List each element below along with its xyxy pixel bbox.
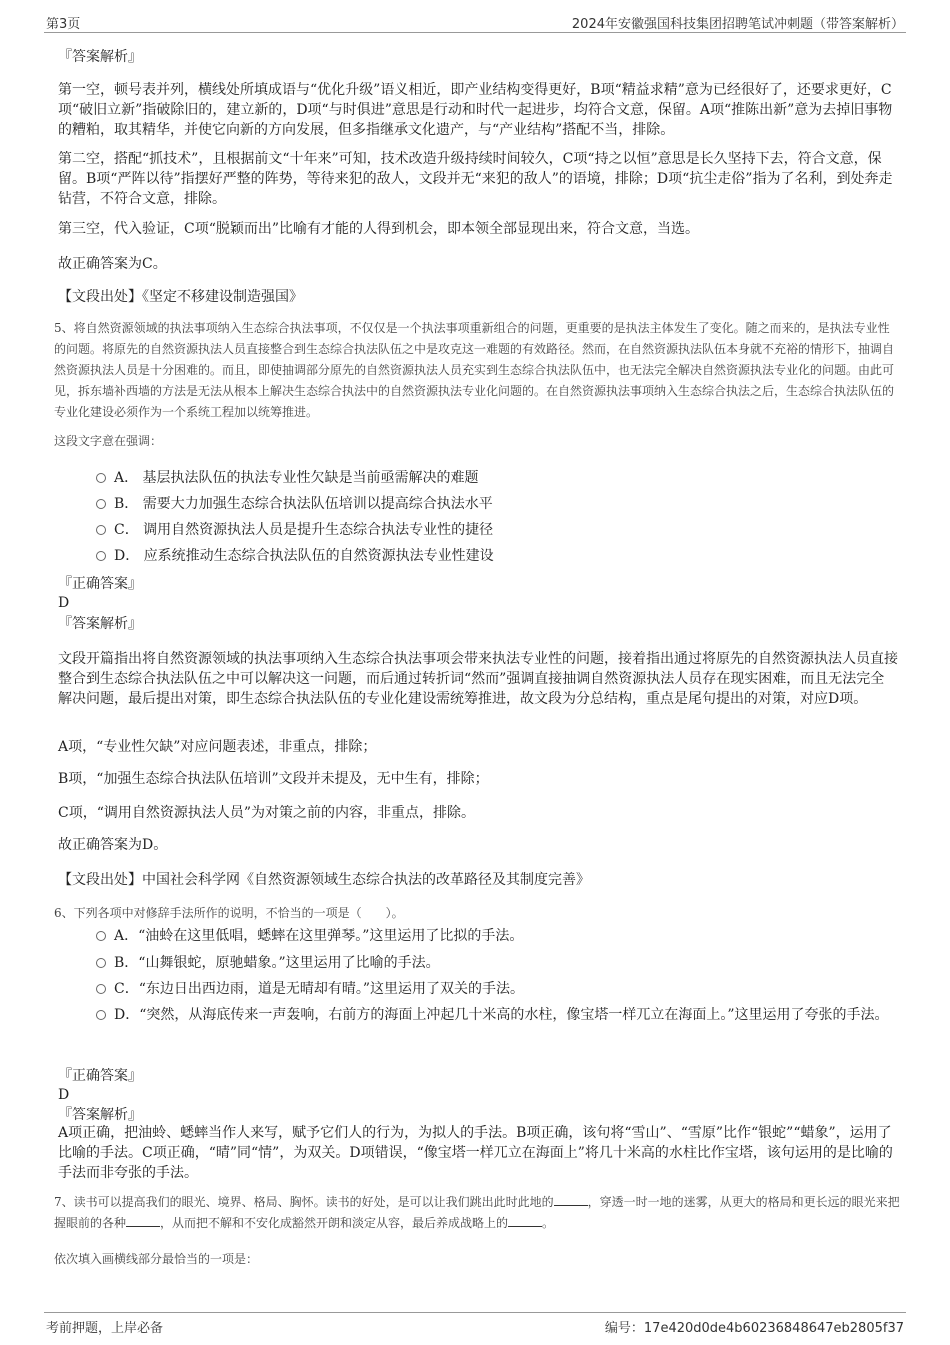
q6-answer: D xyxy=(58,1087,70,1103)
q6-option-a[interactable] xyxy=(96,925,896,947)
radio-button-icon[interactable] xyxy=(96,499,106,509)
document-title: 2024年安徽强国科技集团招聘笔试冲刺题（带答案解析） xyxy=(571,17,904,32)
radio-button-icon[interactable] xyxy=(96,473,106,483)
q6-analysis-tag: 『答案解析』 xyxy=(58,1107,142,1123)
q7-stem-part-3: ，从而把不解和不安化成豁然开朗和淡定从容，最后养成战略上的 xyxy=(160,1216,509,1230)
q4-analysis-p1: 第一空，顿号表并列，横线处所填成语与“优化升级”语义相近，即产业结构变得更好，B项“精益求精”意为已经很好了，还要求更好，C项“破旧立新”指破除旧的，建立新的，D项“与时俱进”意思是行动和时代一起进步，均符合文意，保留。A项“推陈出新”意为去掉旧事物的糟粕，取其精华，并使它向新的方向发展，但多指继承文化遗产，与“产业结构”搭配不当，排除。 xyxy=(58,82,893,138)
document-id: 编号：17e420d0de4b60236848647eb2805f37 xyxy=(604,1321,904,1336)
q5-prompt: 这段文字意在强调： xyxy=(54,434,163,448)
q7-prompt: 依次填入画横线部分最恰当的一项是： xyxy=(54,1252,259,1266)
q6-stem: 6、下列各项中对修辞手法所作的说明，不恰当的一项是（ ）。 xyxy=(54,906,404,920)
q5-stem: 5、将自然资源领域的执法事项纳入生态综合执法事项，不仅仅是一个执法事项重新组合的问题，更重要的是执法主体发生了变化。随之而来的，是执法专业性的问题。将原先的自然资源执法人员直接整合到生态综合执法队伍之中是攻克这一难题的有效路径。然而，在自然资源执法队伍本身就不充裕的情形下，抽调自然资源执法人员是十分困难的。而且，即使抽调部分原先的自然资源执法人员充实到生态综合执法队伍中，也无法完全解决自然资源执法专业化的问题。由此可见，拆东墙补西墙的方法是无法从根本上解决生态综合执法中的自然资源执法专业化问题的。在自然资源执法事项纳入生态综合执法之后，生态综合执法队伍的专业化建设必须作为一个系统工程加以统筹推进。 xyxy=(54,321,895,419)
radio-button-icon[interactable] xyxy=(96,958,106,968)
q6-option-b[interactable] xyxy=(96,952,896,974)
q6-answer-tag: 『正确答案』 xyxy=(58,1068,142,1084)
radio-button-icon[interactable] xyxy=(96,525,106,535)
q5-analysis-p3: B项，“加强生态综合执法队伍培训”文段并未提及，无中生有，排除； xyxy=(58,771,489,787)
blank-3 xyxy=(508,1214,542,1227)
q7-stem-part-4: 。 xyxy=(542,1216,555,1230)
q5-option-b[interactable] xyxy=(96,493,896,515)
q5-conclusion: 故正确答案为D。 xyxy=(58,837,168,853)
option-text: C． 调用自然资源执法人员是提升生态综合执法专业性的捷径 xyxy=(114,522,494,538)
q5-analysis-p1: 文段开篇指出将自然资源领域的执法事项纳入生态综合执法事项会带来执法专业性的问题，接着指出通过将原先的自然资源执法人员直接整合到生态综合执法队伍之中可以解决这一问题，而后通过转折词“然而”强调直接抽调自然资源执法人员存在现实困难，而且无法完全解决问题，最后提出对策，即生态综合执法队伍的专业化建设需统筹推进，故文段为分总结构，重点是尾句提出的对策，对应D项。 xyxy=(58,651,898,707)
option-text: C．“东边日出西边雨，道是无晴却有晴。”这里运用了双关的手法。 xyxy=(114,981,525,997)
q6-analysis: A项正确，把油蛉、蟋蟀当作人来写，赋予它们人的行为，为拟人的手法。B项正确，该句将“雪山”、“雪原”比作“银蛇”“蜡象”，运用了比喻的手法。C项正确，“晴”同“情”，为双关。D项错误，“像宝塔一样兀立在海面上”将几十米高的水柱比作宝塔，该句运用的是比喻的手法而非夸张的手法。 xyxy=(58,1125,893,1181)
radio-button-icon[interactable] xyxy=(96,551,106,561)
q5-analysis-p2: A项，“专业性欠缺”对应问题表述，非重点，排除； xyxy=(58,739,377,755)
q5-analysis-tag: 『答案解析』 xyxy=(58,616,142,632)
blank-2 xyxy=(126,1214,160,1227)
blank-1 xyxy=(554,1193,588,1206)
q5-option-a[interactable] xyxy=(96,467,896,489)
q4-source: 【文段出处】《坚定不移建设制造强国》 xyxy=(58,289,303,305)
q5-answer-tag: 『正确答案』 xyxy=(58,576,142,592)
option-text: D． 应系统推动生态综合执法队伍的自然资源执法专业性建设 xyxy=(114,548,494,564)
option-text: D．“突然，从海底传来一声轰响，右前方的海面上冲起几十米高的水柱，像宝塔一样兀立在海面上。”这里运用了夸张的手法。 xyxy=(114,1007,889,1023)
q4-analysis-tag: 『答案解析』 xyxy=(58,49,142,65)
q5-option-d[interactable] xyxy=(96,545,896,567)
q7-stem-part-1: 7、读书可以提高我们的眼光、境界、格局、胸怀。读书的好处，是可以让我们跳出此时此地的 xyxy=(54,1195,554,1209)
q4-analysis-p3: 第三空，代入验证，C项“脱颖而出”比喻有才能的人得到机会，即本领全部显现出来，符合文意，当选。 xyxy=(58,221,700,237)
page-number: 第3页 xyxy=(46,17,81,32)
q5-option-c[interactable] xyxy=(96,519,896,541)
q7-stem xyxy=(54,1192,900,1234)
option-text: A． 基层执法队伍的执法专业性欠缺是当前亟需解决的难题 xyxy=(114,470,479,486)
page-footer xyxy=(44,1312,906,1337)
q5-source: 【文段出处】中国社会科学网《自然资源领域生态综合执法的改革路径及其制度完善》 xyxy=(58,872,590,888)
q4-analysis-p2: 第二空，搭配“抓技术”，且根据前文“十年来”可知，技术改造升级持续时间较久，C项“持之以恒”意思是长久坚持下去，符合文意，保留。B项“严阵以待”指摆好严整的阵势，等待来犯的敌人，文段并无“来犯的敌人”的语境，排除；D项“抗尘走俗”指为了名利，到处奔走钻营，不符合文意，排除。 xyxy=(58,151,893,207)
q6-option-d[interactable] xyxy=(96,1004,896,1026)
q4-conclusion: 故正确答案为C。 xyxy=(58,256,167,272)
option-text: A．“油蛉在这里低唱，蟋蟀在这里弹琴。”这里运用了比拟的手法。 xyxy=(114,928,524,944)
q6-option-c[interactable] xyxy=(96,978,896,1000)
q5-analysis-p4: C项，“调用自然资源执法人员”为对策之前的内容，非重点，排除。 xyxy=(58,805,476,821)
option-text: B． 需要大力加强生态综合执法队伍培训以提高综合执法水平 xyxy=(114,496,493,512)
footer-slogan: 考前押题，上岸必备 xyxy=(46,1321,164,1336)
radio-button-icon[interactable] xyxy=(96,984,106,994)
q7-stem-part-2: ，穿透一时一地的迷雾，从更大的格局和更长远的眼光来把握眼前的各种 xyxy=(54,1195,900,1230)
radio-button-icon[interactable] xyxy=(96,931,106,941)
radio-button-icon[interactable] xyxy=(96,1010,106,1020)
q5-answer: D xyxy=(58,595,70,611)
option-text: B．“山舞银蛇，原驰蜡象。”这里运用了比喻的手法。 xyxy=(114,955,440,971)
page-header xyxy=(44,10,906,33)
